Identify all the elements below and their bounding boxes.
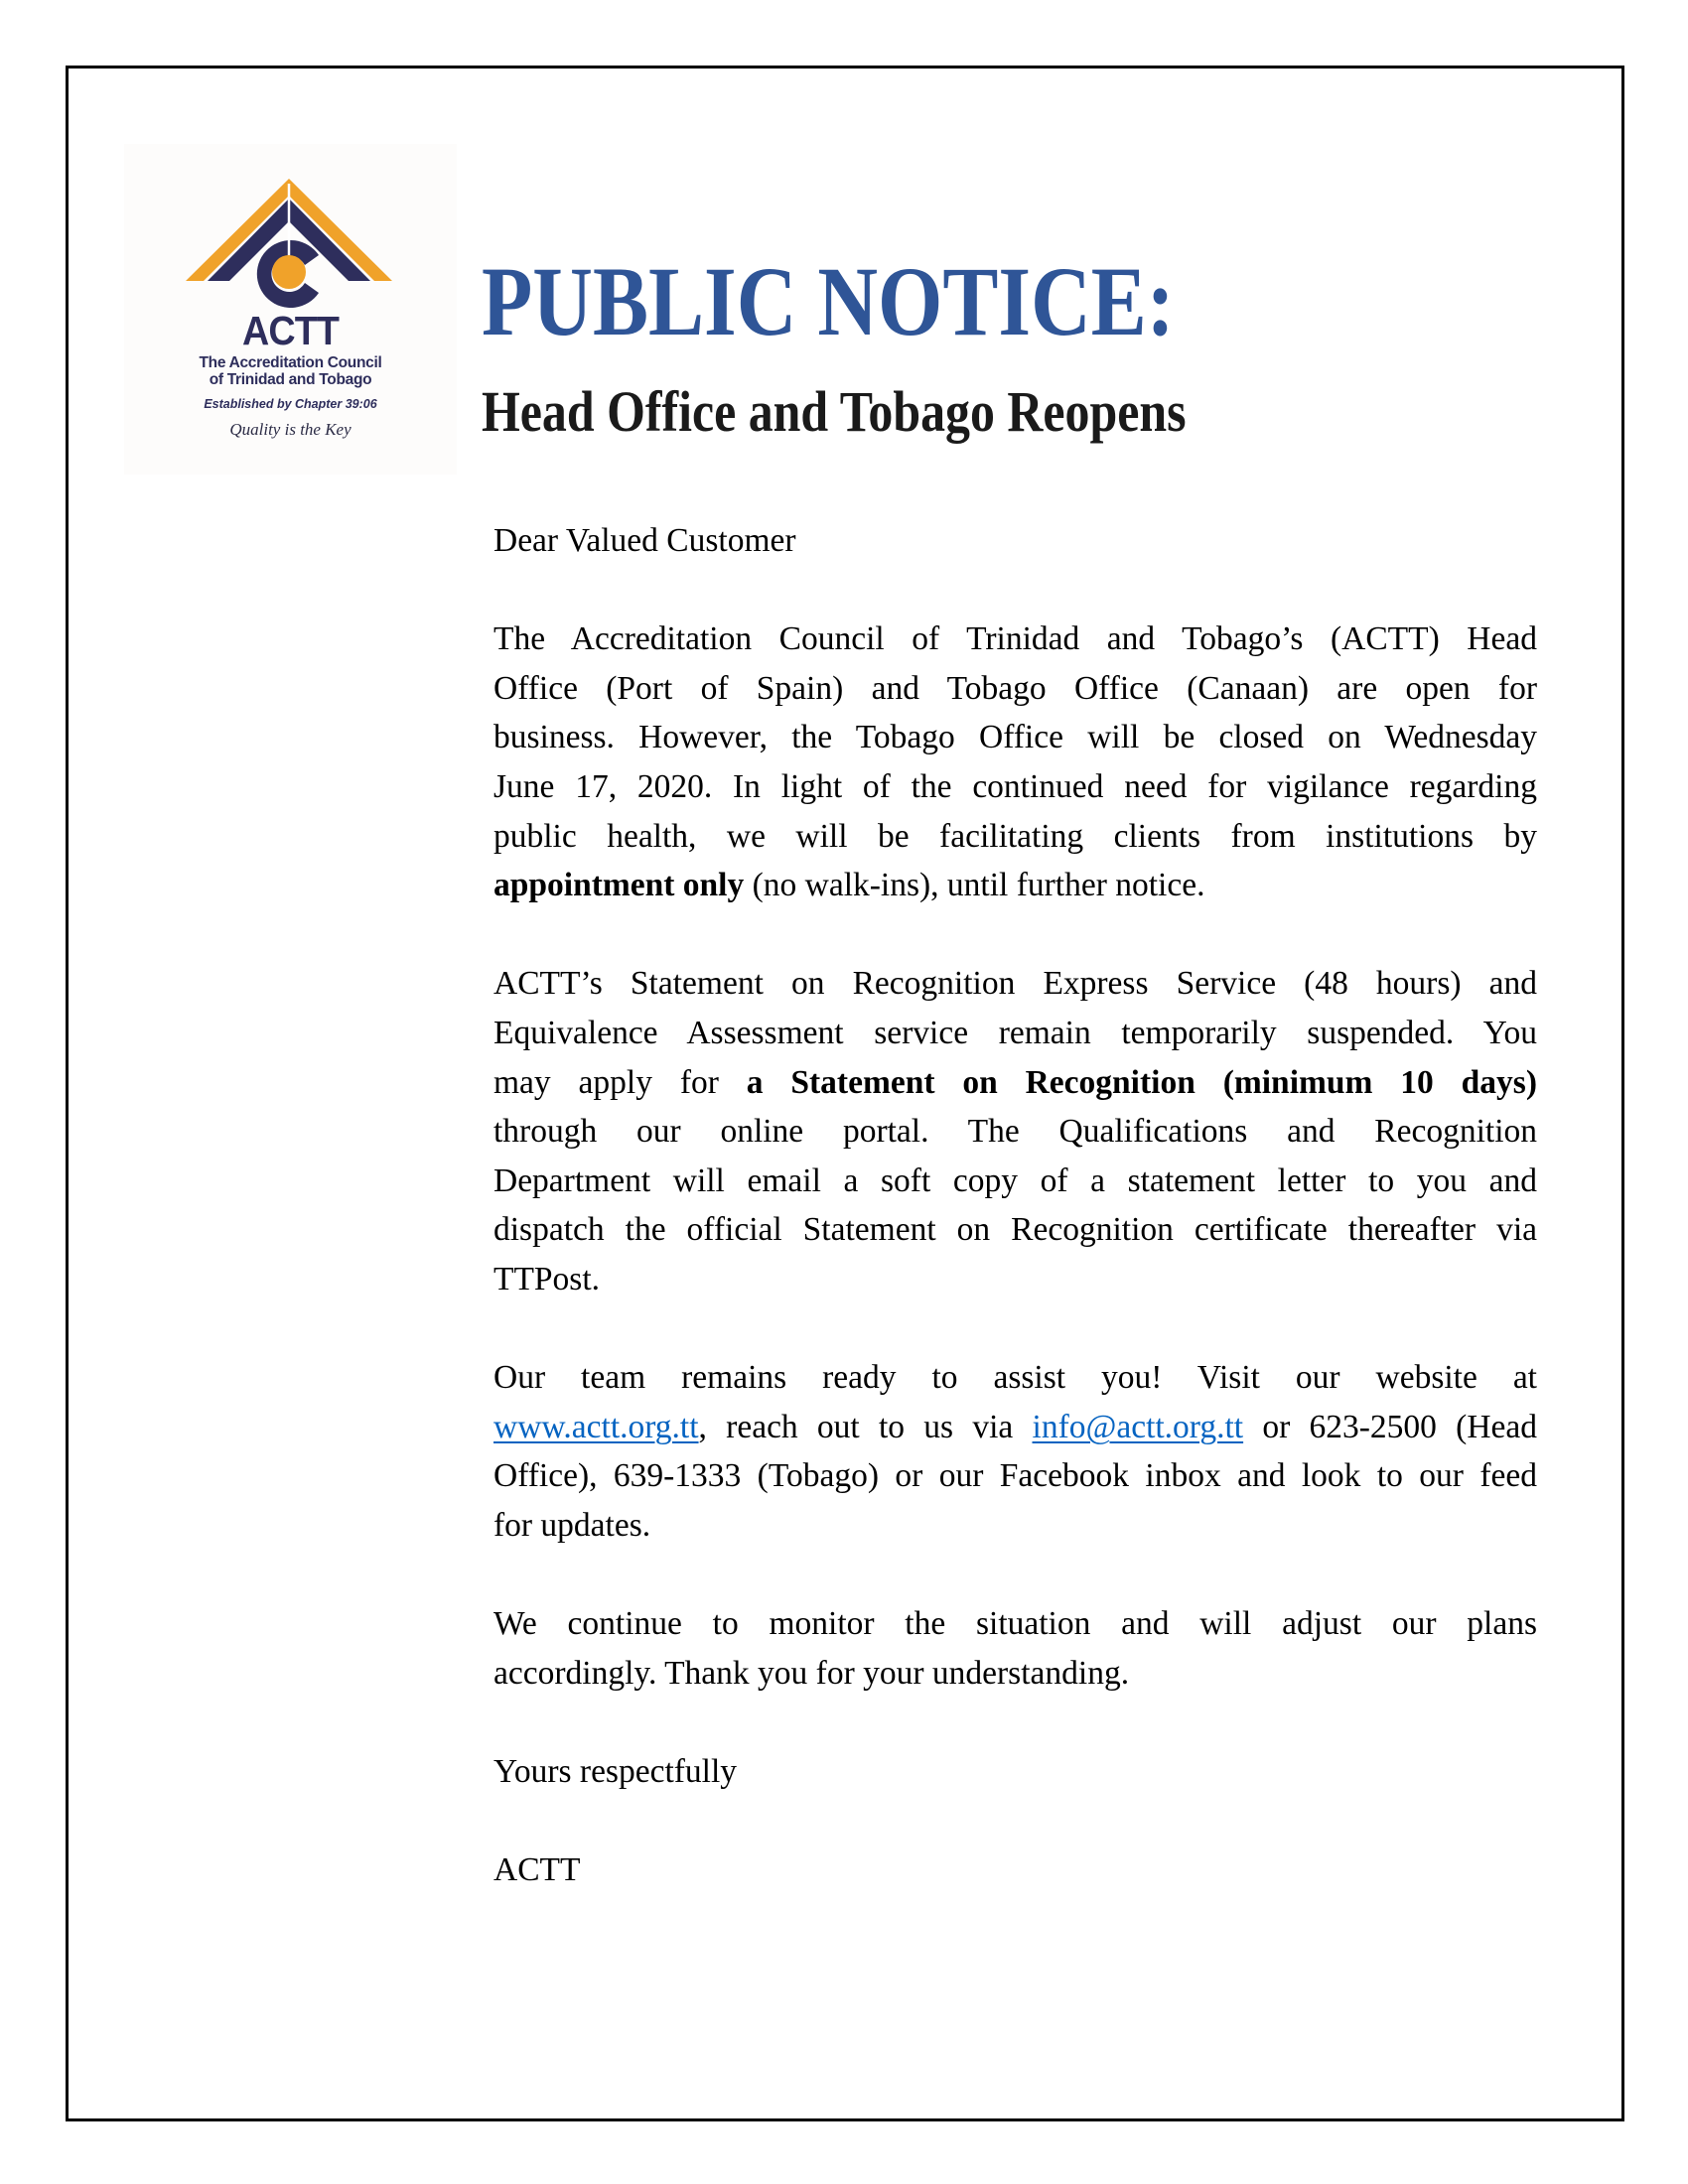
- paragraph-line: June 17, 2020. In light of the continued need for vigilance regarding: [493, 767, 1537, 805]
- spacer: [493, 910, 1537, 960]
- paragraph-line: Equivalence Assessment service remain temporarily suspended. You: [493, 1014, 1537, 1051]
- paragraph-contact: [493, 1353, 1537, 1550]
- paragraph-line: Office), 639-1333 (Tobago) or our Facebook inbox and look to our feed: [493, 1457, 1537, 1495]
- paragraph-line: TTPost.: [493, 1260, 601, 1297]
- text-segment: (no walk-ins), until further notice.: [744, 867, 1205, 904]
- logo-acronym: ACTT: [242, 308, 339, 353]
- paragraph-line: dispatch the official Statement on Recognition certificate thereafter via: [493, 1211, 1537, 1249]
- spacer: [493, 1698, 1537, 1747]
- logo-name-line1: The Accreditation Council: [199, 354, 382, 371]
- spacer: [493, 1304, 1537, 1354]
- paragraph-monitoring: [493, 1599, 1537, 1698]
- paragraph-line: public health, we will be facilitating clients from institutions by: [493, 817, 1537, 855]
- letter-body: [493, 516, 1537, 1895]
- text-segment: may apply for: [493, 1063, 747, 1101]
- paragraph-line: accordingly. Thank you for your understanding.: [493, 1654, 1130, 1692]
- closing: Yours respectfully: [493, 1752, 738, 1790]
- bold-statement-on-recognition: a Statement on Recognition (minimum 10 days): [746, 1063, 1537, 1101]
- signature: ACTT: [493, 1851, 581, 1889]
- paragraph-line: Our team remains ready to assist you! Visit our website at: [493, 1359, 1537, 1397]
- logo-name-line2: of Trinidad and Tobago: [209, 371, 372, 388]
- page-title: PUBLIC NOTICE:: [482, 246, 1175, 356]
- paragraph-services: [493, 959, 1537, 1303]
- salutation: Dear Valued Customer: [493, 522, 796, 559]
- paragraph-line: ACTT’s Statement on Recognition Express Service (48 hours) and: [493, 965, 1537, 1003]
- paragraph-line: for updates.: [493, 1506, 651, 1544]
- text-segment: , reach out to us via: [698, 1408, 1033, 1445]
- website-link[interactable]: www.actt.org.tt: [493, 1408, 699, 1445]
- paragraph-line: Department will email a soft copy of a statement letter to you and: [493, 1161, 1537, 1199]
- paragraph-line: business. However, the Tobago Office will be closed on Wednesday: [493, 719, 1537, 756]
- bold-appointment-only: appointment only: [493, 867, 745, 904]
- text-segment: or 623-2500 (Head: [1243, 1408, 1537, 1445]
- logo-established: Established by Chapter 39:06: [204, 397, 377, 411]
- paragraph-line: [493, 861, 1537, 910]
- paragraph-reopening: [493, 614, 1537, 910]
- page-subtitle: Head Office and Tobago Reopens: [482, 379, 1187, 444]
- spacer: [493, 566, 1537, 615]
- logo-motto: Quality is the Key: [229, 420, 352, 439]
- paragraph-line: through our online portal. The Qualifications and Recognition: [493, 1113, 1537, 1151]
- spacer: [493, 1550, 1537, 1599]
- actt-logo: [124, 144, 457, 475]
- paragraph-line: The Accreditation Council of Trinidad and Tobago’s (ACTT) Head: [493, 620, 1537, 658]
- paragraph-line: [493, 1058, 1537, 1108]
- paragraph-line: Office (Port of Spain) and Tobago Office (Canaan) are open for: [493, 669, 1537, 707]
- orange-dot-shape: [272, 255, 306, 289]
- paragraph-line: We continue to monitor the situation and will adjust our plans: [493, 1605, 1537, 1643]
- spacer: [493, 1796, 1537, 1845]
- roof-emblem-icon: [124, 144, 457, 313]
- email-link[interactable]: info@actt.org.tt: [1032, 1408, 1244, 1445]
- paragraph-line: [493, 1403, 1537, 1452]
